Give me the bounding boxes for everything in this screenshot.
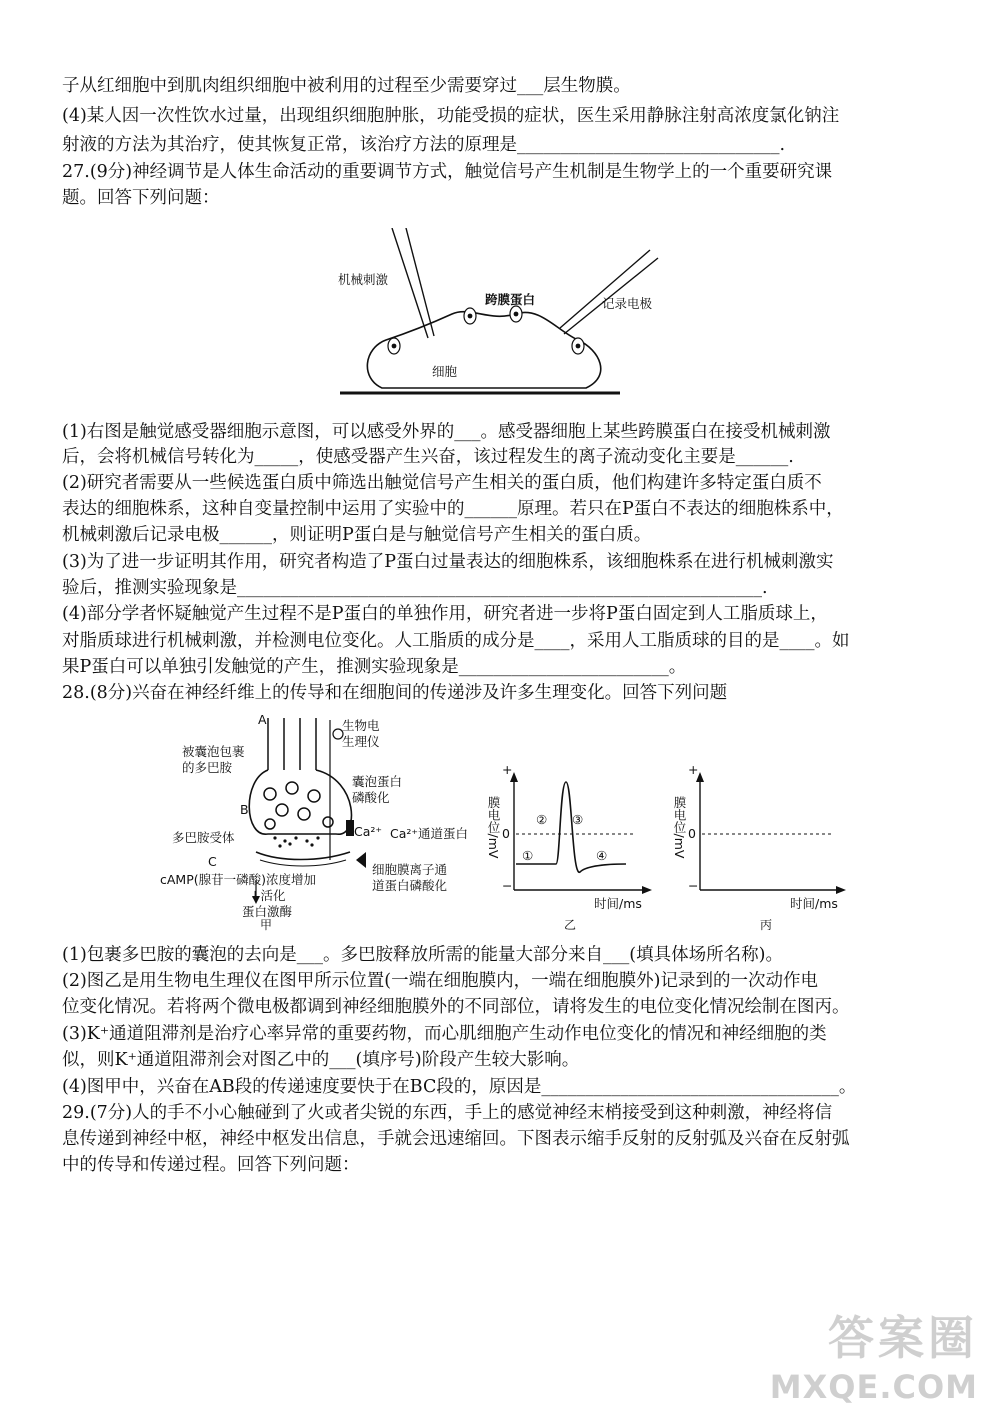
figure-synapse: [160, 710, 480, 932]
transmembrane-protein-icon: [388, 306, 584, 354]
stage-2: ②: [536, 812, 548, 827]
ca-channel-icon: [346, 820, 354, 836]
label-vesicle-phos: 囊泡蛋白: [352, 774, 403, 789]
label-cell: 细胞: [432, 364, 458, 379]
vesicle-icon: [264, 782, 333, 829]
text-line: 射液的方法为其治疗，使其恢复正常，该治疗方法的原理是______________________________.: [62, 135, 786, 155]
x-axis-label: 时间/ms: [790, 896, 838, 911]
caption-jia: 甲: [260, 918, 273, 932]
text-line: 表达的细胞株系，这种自变量控制中运用了实验中的______原理。若只在P蛋白不表达的细胞株系中，: [62, 499, 844, 519]
figure-blank-graph: [672, 762, 852, 934]
label-vesicle-2: 的多巴胺: [182, 760, 233, 775]
ion-channel-icon: [356, 852, 366, 868]
text-line: 中的传导和传递过程。回答下列问题：: [62, 1155, 360, 1175]
axis-minus: −: [688, 878, 699, 893]
text-line: 子从红细胞中到肌肉组织细胞中被利用的过程至少需要穿过___层生物膜。: [62, 76, 631, 96]
caption-yi: 乙: [564, 918, 577, 932]
text-line: 题。回答下列问题：: [62, 188, 220, 208]
text-line: 机械刺激后记录电极______，则证明P蛋白是与触觉信号产生相关的蛋白质。: [62, 525, 652, 545]
stage-3: ③: [572, 812, 584, 827]
text-line: 对脂质球进行机械刺激，并检测电位变化。人工脂质的成分是____，采用人工脂质球的目的是____。如: [62, 631, 850, 651]
label-mechanical-stimulation: 机械刺激: [338, 272, 389, 287]
text-line: 息传递到神经中枢，神经中枢发出信息，手就会迅速缩回。下图表示缩手反射的反射弧及兴奋在反射弧: [62, 1129, 850, 1149]
label-ion-channel: 细胞膜离子通: [372, 862, 448, 877]
label-A: A: [258, 712, 267, 727]
text-line: 似，则K⁺通道阻滞剂会对图乙中的___(填序号)阶段产生较大影响。: [62, 1050, 580, 1070]
text-line: (3)K⁺通道阻滞剂是治疗心率异常的重要药物，而心肌细胞产生动作电位变化的情况和神经细胞的类: [62, 1024, 827, 1044]
text-line: (4)部分学者怀疑触觉产生过程不是P蛋白的单独作用，研究者进一步将P蛋白固定到人工脂质球上，: [62, 604, 828, 624]
y-axis-label: 膜电位/mV: [672, 796, 687, 859]
text-line: 验后，推测实验现象是____________________________________________________________.: [62, 578, 768, 598]
stage-4: ④: [596, 848, 608, 863]
label-vesicle-phos-2: 磷酸化: [352, 790, 390, 805]
watermark: [770, 1302, 978, 1406]
text-line: (2)图乙是用生物电生理仪在图甲所示位置(一端在细胞膜内，一端在细胞膜外)记录到的一次动作电: [62, 971, 818, 991]
question-29-heading: 29.(7分)人的手不小心触碰到了火或者尖锐的东西，手上的感觉神经末梢接受到这种刺激，神经将信: [62, 1103, 833, 1123]
text-line: (1)包裹多巴胺的囊泡的去向是___。多巴胺释放所需的能量大部分来自___(填具体场所名称)。: [62, 945, 783, 965]
axis-plus: +: [502, 762, 513, 777]
receptor-diagram: [320, 228, 680, 408]
x-axis-label: 时间/ms: [594, 896, 642, 911]
text-line: (3)为了进一步证明其作用，研究者构造了P蛋白过量表达的细胞株系，该细胞株系在进行机械刺激实: [62, 552, 834, 572]
label-recording-electrode: 记录电极: [602, 296, 653, 311]
label-transmembrane-protein: 跨膜蛋白: [485, 292, 536, 307]
text-line: 后，会将机械信号转化为_____，使感受器产生兴奋，该过程发生的离子流动变化主要是______.: [62, 447, 794, 467]
label-ca-channel: Ca²⁺通道蛋白: [390, 826, 468, 841]
caption-bing: 丙: [760, 918, 773, 932]
axis-zero: 0: [688, 826, 696, 841]
text-line: 位变化情况。若将两个微电极都调到神经细胞膜外的不同部位，请将发生的电位变化情况绘制在图丙。: [62, 997, 850, 1017]
label-activate: ↓活化: [250, 888, 286, 903]
text-line: (4)图甲中，兴奋在AB段的传递速度要快于在BC段的，原因是__________________________________。: [62, 1077, 857, 1097]
label-ion-channel-2: 道蛋白磷酸化: [372, 878, 448, 893]
label-vesicle: 被囊泡包裹: [182, 744, 245, 759]
watermark-logo: 答案圈: [828, 1311, 978, 1365]
text-line: (4)某人因一次性饮水过量，出现组织细胞肿胀，功能受损的症状，医生采用静脉注射高浓度氯化钠注: [62, 106, 840, 126]
figure-touch-receptor: [320, 228, 680, 408]
text-line: (1)右图是触觉感受器细胞示意图，可以感受外界的___。感受器细胞上某些跨膜蛋白在接受机械刺激: [62, 422, 831, 442]
y-axis-label: 膜电位/mV: [486, 796, 501, 859]
label-dopamine-receptor: 多巴胺受体: [172, 830, 235, 845]
label-camp: cAMP(腺苷一磷酸)浓度增加: [160, 872, 317, 887]
figure-action-potential: [486, 762, 656, 934]
label-instrument-2: 生理仪: [342, 734, 380, 749]
stage-1: ①: [522, 848, 534, 863]
axis-plus: +: [688, 762, 699, 777]
label-C: C: [208, 854, 217, 869]
label-ca: Ca²⁺: [354, 824, 382, 839]
axis-minus: −: [502, 878, 513, 893]
label-instrument: 生物电: [342, 718, 380, 733]
text-line: 果P蛋白可以单独引发触觉的产生，推测实验现象是________________________。: [62, 657, 687, 677]
question-27-heading: 27.(9分)神经调节是人体生命活动的重要调节方式，触觉信号产生机制是生物学上的一个重要研究课: [62, 162, 833, 182]
watermark-url: MXQE.COM: [769, 1368, 978, 1406]
label-B: B: [240, 802, 249, 817]
text-line: (2)研究者需要从一些候选蛋白质中筛选出触觉信号产生相关的蛋白质，他们构建许多特定蛋白质不: [62, 473, 822, 493]
question-28-heading: 28.(8分)兴奋在神经纤维上的传导和在细胞间的传递涉及许多生理变化。回答下列问题: [62, 683, 728, 703]
axis-zero: 0: [502, 826, 510, 841]
label-protein-kinase: 蛋白激酶: [242, 904, 293, 919]
